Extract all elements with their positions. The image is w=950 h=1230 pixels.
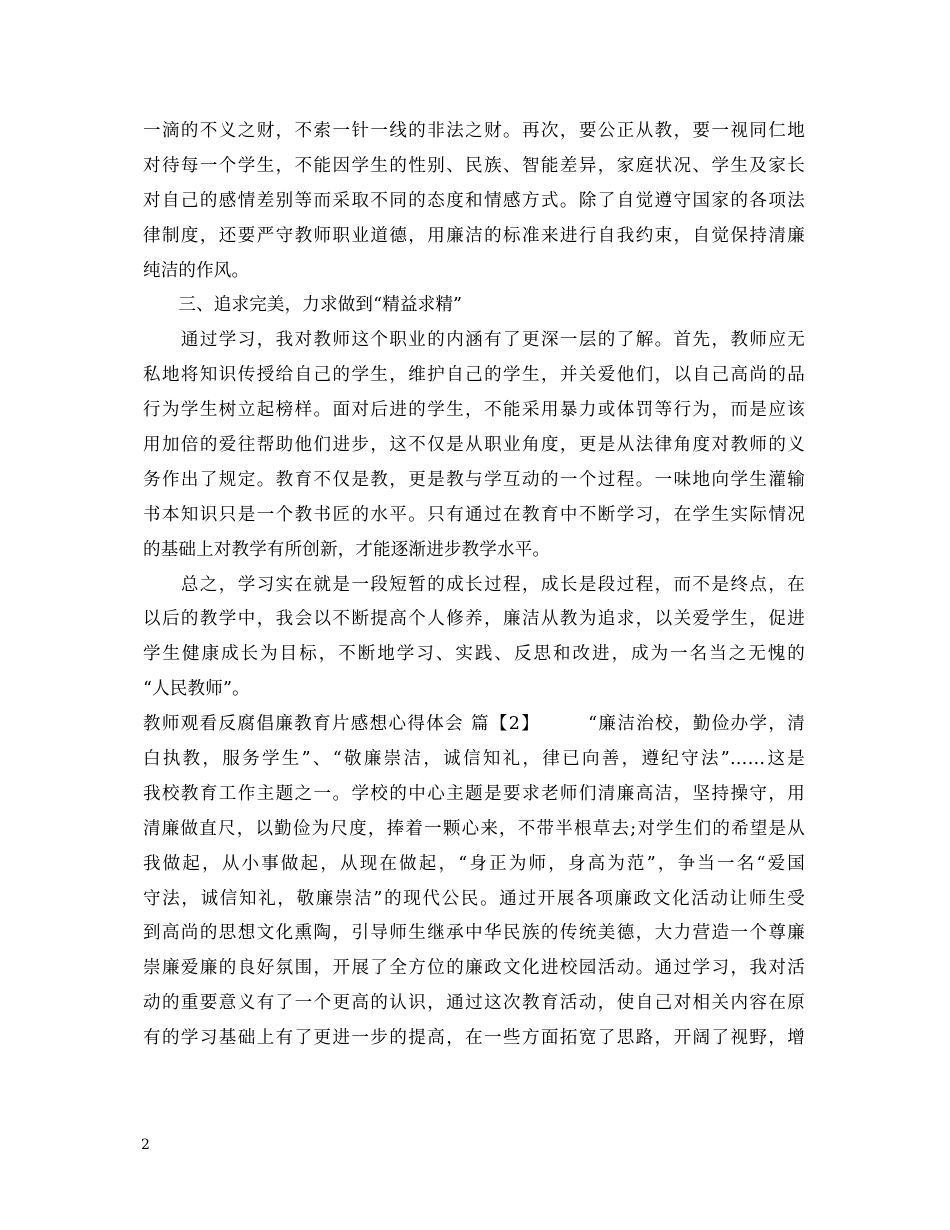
text-line: 白执教，服务学生”、“敬廉崇洁，诚信知礼，律已向善，遵纪守法”……这是 [143, 749, 805, 770]
text-line: 教师观看反腐倡廉教育片感想心得体会 篇【2】 “廉洁治校，勤俭办学，清 [143, 714, 805, 735]
page-number: 2 [141, 1137, 150, 1153]
text-line: 三、追求完美，力求做到“精益求精” [143, 295, 463, 316]
text-line: 守法，诚信知礼，敬廉崇洁”的现代公民。通过开展各项廉政文化活动让师生受 [143, 888, 805, 909]
text-line: 通过学习，我对教师这个职业的内涵有了更深一层的了解。首先，教师应无 [143, 330, 805, 351]
text-line: 总之，学习实在就是一段短暂的成长过程，成长是段过程，而不是终点，在 [143, 574, 805, 595]
text-line: 纯洁的作风。 [143, 260, 250, 281]
text-line: 有的学习基础上有了更进一步的提高，在一些方面拓宽了思路，开阔了视野，增 [143, 1028, 805, 1049]
text-line: 用加倍的爱往帮助他们进步，这不仅是从职业角度，更是从法律角度对教师的义 [143, 435, 805, 456]
text-line: 书本知识只是一个教书匠的水平。只有通过在教育中不断学习，在学生实际情况 [143, 504, 805, 525]
text-line: 私地将知识传授给自己的学生，维护自己的学生，并关爱他们，以自己高尚的品 [143, 365, 805, 386]
text-line: 动的重要意义有了一个更高的认识，通过这次教育活动，使自己对相关内容在原 [143, 993, 805, 1014]
text-line: “人民教师”。 [143, 679, 250, 700]
text-line: 学生健康成长为目标，不断地学习、实践、反思和改进，成为一名当之无愧的 [143, 644, 805, 665]
document-body [143, 114, 805, 1056]
text-line: 我校教育工作主题之一。学校的中心主题是要求老师们清廉高洁，坚持操守，用 [143, 783, 805, 804]
text-line: 到高尚的思想文化熏陶，引导师生继承中华民族的传统美德，大力营造一个尊廉 [143, 923, 805, 944]
text-line: 务作出了规定。教育不仅是教，更是教与学互动的一个过程。一味地向学生灌输 [143, 469, 805, 490]
text-line: 律制度，还要严守教师职业道德，用廉洁的标准来进行自我约束，自觉保持清廉 [143, 225, 805, 246]
text-line: 对自己的感情差别等而采取不同的态度和情感方式。除了自觉遵守国家的各项法 [143, 190, 805, 211]
text-line: 对待每一个学生，不能因学生的性别、民族、智能差异，家庭状况、学生及家长 [143, 155, 805, 176]
text-line: 一滴的不义之财，不索一针一线的非法之财。再次，要公正从教，要一视同仁地 [143, 121, 805, 141]
text-line: 以后的教学中，我会以不断提高个人修养，廉洁从教为追求，以关爱学生，促进 [143, 609, 805, 630]
text-line: 崇廉爱廉的良好氛围，开展了全方位的廉政文化进校园活动。通过学习，我对活 [143, 958, 805, 979]
text-line: 的基础上对教学有所创新，才能逐渐进步教学水平。 [143, 539, 551, 560]
text-line: 行为学生树立起榜样。面对后进的学生，不能采用暴力或体罚等行为，而是应该 [143, 400, 805, 421]
text-line: 清廉做直尺，以勤俭为尺度，捧着一颗心来，不带半根草去;对学生们的希望是从 [143, 818, 805, 839]
text-line: 我做起，从小事做起，从现在做起，“身正为师，身高为范”，争当一名“爱国 [143, 853, 805, 874]
